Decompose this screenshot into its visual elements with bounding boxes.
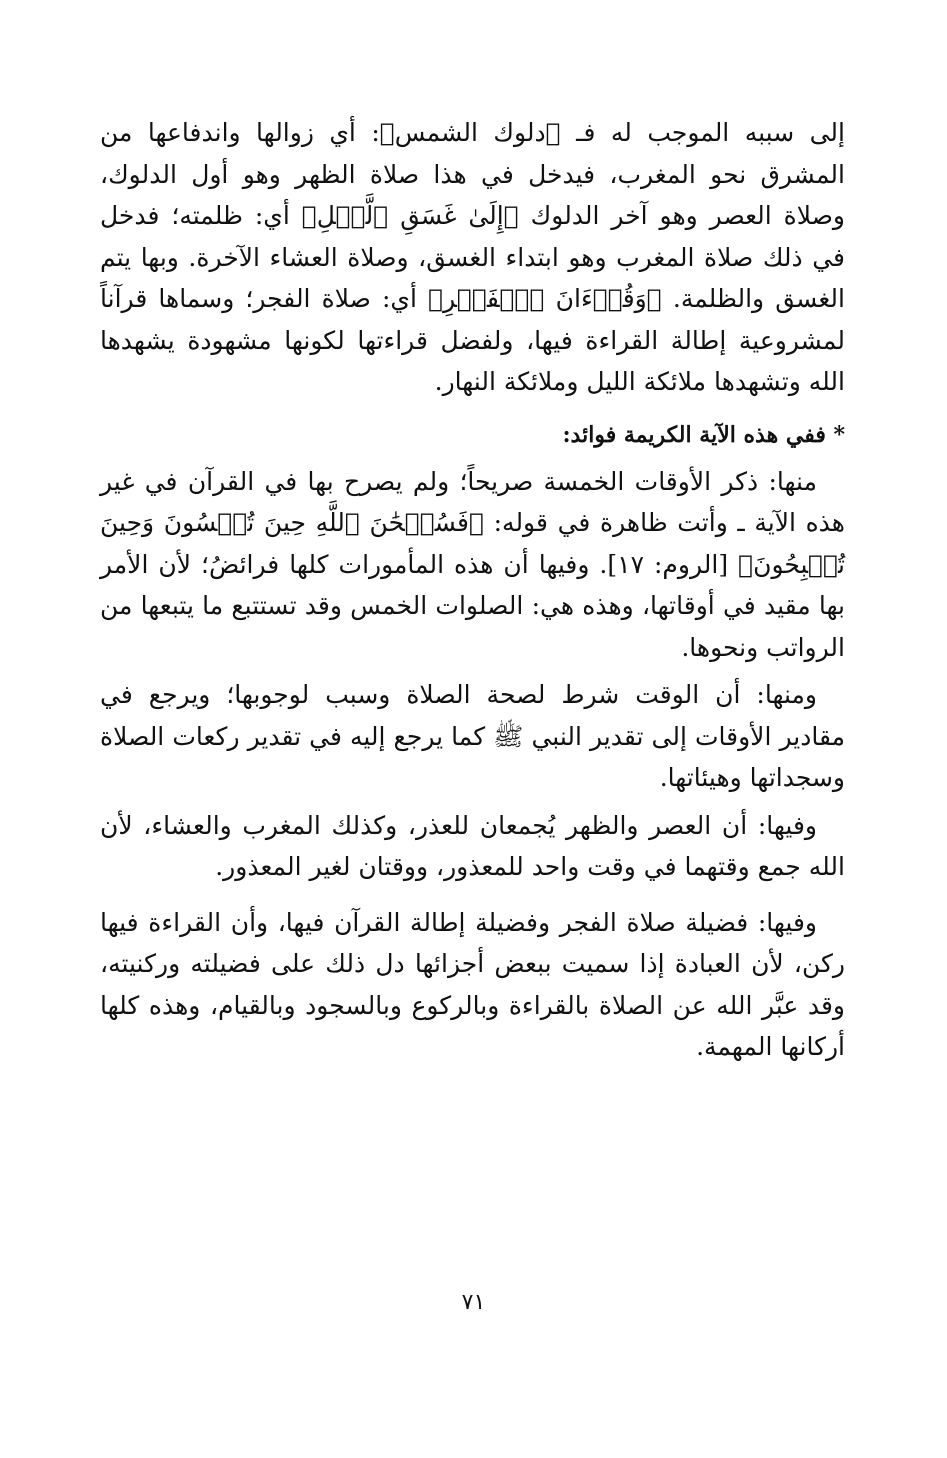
paragraph-benefit-1: منها: ذكر الأوقات الخمسة صريحاً؛ ولم يصرح بها في القرآن في غير هذه الآية ـ وأتت ظاهرة في قوله: ﴿فَسُبۡحَٰنَ ٱللَّهِ حِينَ تُمۡسُونَ وَحِينَ تُصۡبِحُونَ﴾ [الروم: ١٧]. وفيها أن هذه المأمورات كلها فرائضُ؛ لأن الأمر بها مقيد في أوقاتها، وهذه هي: الصلوات الخمس وقد تستتبع ما يتبعها من الرواتب ونحوها.: [100, 466, 845, 662]
page-number: ٧١: [461, 1290, 486, 1315]
paragraph-benefit-2: ومنها: أن الوقت شرط لصحة الصلاة وسبب لوجوبها؛ ويرجع في مقادير الأوقات إلى تقدير النبي ﷺ كما يرجع إليه في تقدير ركعات الصلاة وسجداتها وهيئاتها.: [100, 680, 845, 792]
paragraph-benefit-4: وفيها: فضيلة صلاة الفجر وفضيلة إطالة القرآن فيها، وأن القراءة فيها ركن، لأن العبادة إذا سميت ببعض أجزائها دل ذلك على فضيلته وركنيته، وقد عبَّر الله عن الصلاة بالقراءة وبالركوع وبالسجود وبالقيام، وهذه كلها أركانها المهمة.: [100, 907, 845, 1061]
section-heading: * ففي هذه الآية الكريمة فوائد:: [562, 421, 845, 448]
page-body: [100, 112, 845, 1068]
paragraph-benefit-3: وفيها: أن العصر والظهر يُجمعان للعذر، وكذلك المغرب والعشاء، لأن الله جمع وقتهما في وقت واحد للمعذور، ووقتان لغير المعذور.: [100, 810, 845, 881]
paragraph-opening: إلى سببه الموجب له فـ ﴿دلوك الشمس﴾: أي زوالها واندفاعها من المشرق نحو المغرب، فيدخل في هذا صلاة الظهر وهو أول الدلوك، وصلاة العصر وهو آخر الدلوك ﴿إِلَىٰ غَسَقِ ٱلَّيۡلِ﴾ أي: ظلمته؛ فدخل في ذلك صلاة المغرب وهو ابتداء الغسق، وصلاة العشاء الآخرة. وبها يتم الغسق والظلمة. ﴿وَقُرۡءَانَ ٱلۡفَجۡرِ﴾ أي: صلاة الفجر؛ وسماها قرآناً لمشروعية إطالة القراءة فيها، ولفضل قراءتها لكونها مشهودة يشهدها الله وتشهدها ملائكة الليل وملائكة النهار.: [100, 118, 845, 396]
